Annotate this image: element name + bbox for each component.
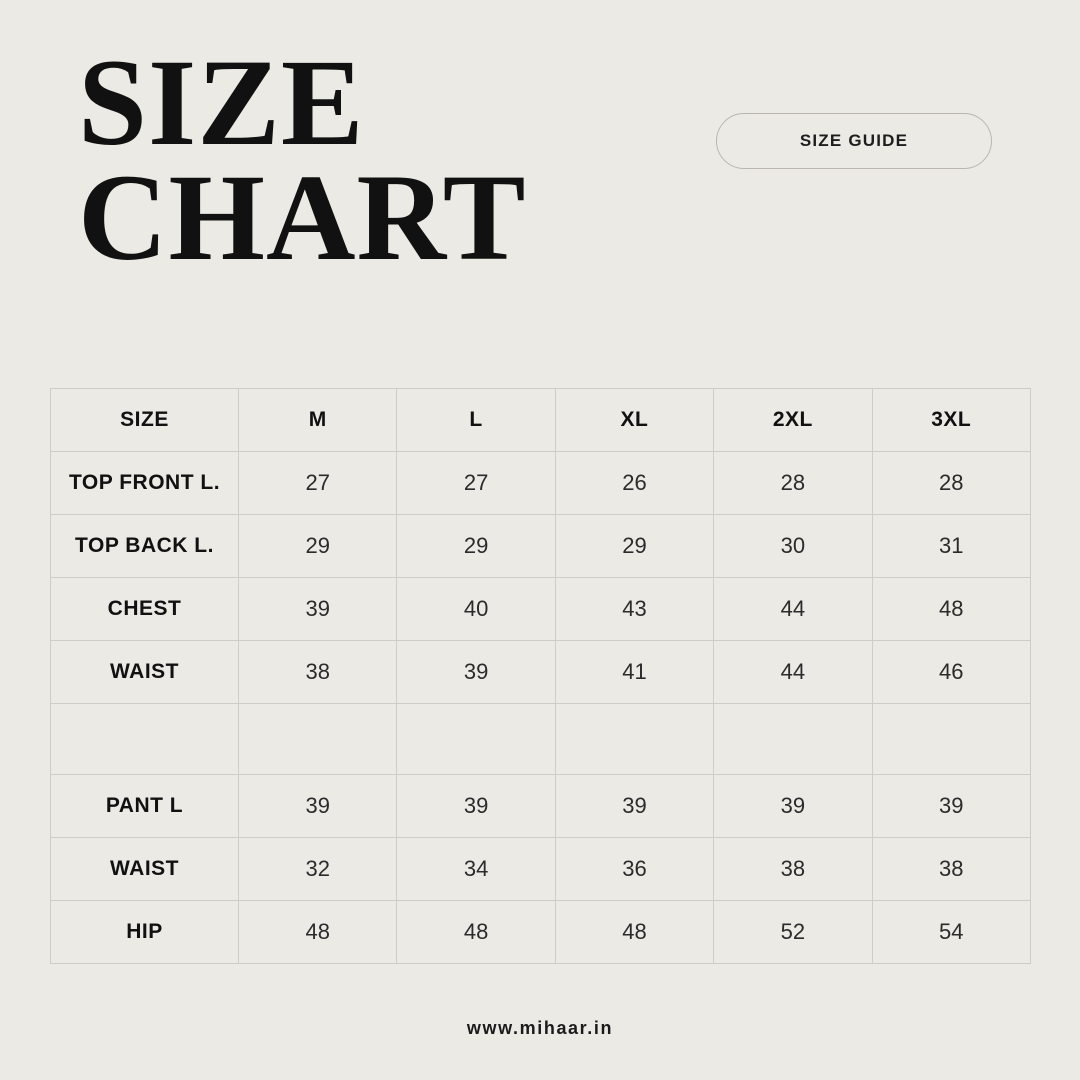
cell-value: 31 — [872, 515, 1030, 578]
page-title-line-1: SIZE — [78, 34, 365, 171]
cell-value: 29 — [555, 515, 713, 578]
footer-website: www.mihaar.in — [466, 1018, 614, 1038]
cell-value: 28 — [714, 452, 872, 515]
cell-value: 54 — [872, 901, 1030, 964]
cell-value: 39 — [872, 775, 1030, 838]
table-row — [51, 641, 1031, 704]
cell-value: 29 — [397, 515, 555, 578]
cell-value: 44 — [714, 578, 872, 641]
row-label: CHEST — [51, 578, 239, 641]
cell-value: 48 — [872, 578, 1030, 641]
cell-value: 40 — [397, 578, 555, 641]
page-title-line-2: CHART — [78, 149, 527, 287]
table-spacer-row — [51, 704, 1031, 775]
cell-value: 39 — [397, 775, 555, 838]
cell-value: 41 — [555, 641, 713, 704]
cell-value: 38 — [872, 838, 1030, 901]
table-row — [51, 901, 1031, 964]
table-row — [51, 838, 1031, 901]
cell-value: 52 — [714, 901, 872, 964]
row-label: WAIST — [51, 641, 239, 704]
cell-value: 38 — [239, 641, 397, 704]
column-header-xl: XL — [555, 389, 713, 452]
cell-value: 28 — [872, 452, 1030, 515]
cell-value: 46 — [872, 641, 1030, 704]
size-table — [50, 388, 1031, 964]
cell-value: 48 — [239, 901, 397, 964]
cell-value — [714, 704, 872, 775]
table-row — [51, 775, 1031, 838]
cell-value: 39 — [239, 578, 397, 641]
cell-value: 30 — [714, 515, 872, 578]
cell-value — [555, 704, 713, 775]
column-header-3xl: 3XL — [872, 389, 1030, 452]
size-table-container — [50, 388, 1030, 964]
column-header-m: M — [239, 389, 397, 452]
cell-value: 39 — [555, 775, 713, 838]
cell-value: 43 — [555, 578, 713, 641]
cell-value: 39 — [239, 775, 397, 838]
cell-value — [397, 704, 555, 775]
cell-value: 26 — [555, 452, 713, 515]
cell-value — [239, 704, 397, 775]
cell-value: 32 — [239, 838, 397, 901]
row-label: TOP FRONT L. — [51, 452, 239, 515]
size-guide-badge[interactable] — [716, 113, 992, 169]
cell-value: 44 — [714, 641, 872, 704]
row-label: TOP BACK L. — [51, 515, 239, 578]
cell-value: 29 — [239, 515, 397, 578]
cell-value: 48 — [397, 901, 555, 964]
table-row — [51, 452, 1031, 515]
row-label — [51, 704, 239, 775]
cell-value: 36 — [555, 838, 713, 901]
cell-value: 27 — [397, 452, 555, 515]
cell-value: 48 — [555, 901, 713, 964]
table-header-row — [51, 389, 1031, 452]
row-label: HIP — [51, 901, 239, 964]
row-label: PANT L — [51, 775, 239, 838]
cell-value: 38 — [714, 838, 872, 901]
table-row — [51, 515, 1031, 578]
column-header-2xl: 2XL — [714, 389, 872, 452]
size-guide-badge-label: SIZE GUIDE — [799, 131, 909, 150]
column-header-size: SIZE — [51, 389, 239, 452]
cell-value: 34 — [397, 838, 555, 901]
row-label: WAIST — [51, 838, 239, 901]
page-title — [78, 34, 698, 287]
table-row — [51, 578, 1031, 641]
cell-value — [872, 704, 1030, 775]
cell-value: 27 — [239, 452, 397, 515]
cell-value: 39 — [714, 775, 872, 838]
cell-value: 39 — [397, 641, 555, 704]
column-header-l: L — [397, 389, 555, 452]
